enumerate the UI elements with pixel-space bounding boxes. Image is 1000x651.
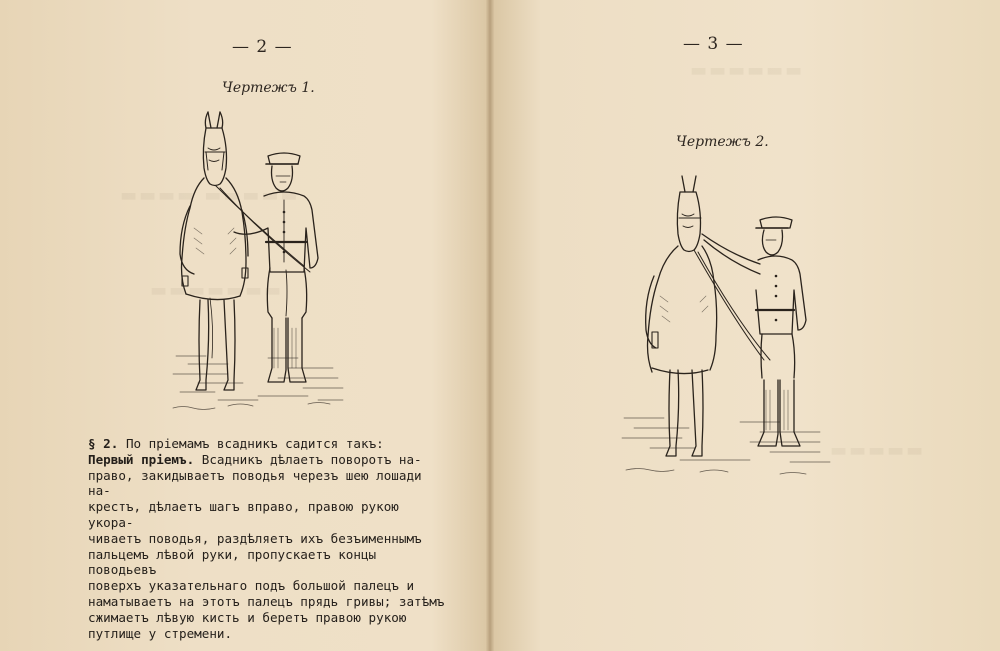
text-line: крестъ, дѣлаетъ шагъ вправо, правою рукою укора- (88, 499, 399, 530)
text-line-body: Всадникъ дѣлаетъ поворотъ на- (201, 451, 422, 467)
section-number: § 2. (88, 436, 119, 451)
text-line (88, 452, 448, 468)
section-paragraph (88, 436, 448, 641)
text-line: пальцемъ лѣвой руки, пропускаетъ концы поводьевъ (88, 546, 377, 578)
text-line: чиваетъ поводья, раздѣляетъ ихъ безъименнымъ (88, 530, 422, 546)
left-page (0, 0, 490, 651)
right-page (490, 0, 1000, 651)
book-gutter (486, 0, 494, 651)
figure-caption: Чертежъ 2. (676, 134, 769, 150)
text-line: путлище у стремени. (88, 625, 233, 641)
text-line: наматываетъ на этотъ палецъ прядь гривы; затѣмъ (88, 593, 445, 609)
paragraph-intro: По пріемамъ всадникъ садится такъ: (125, 436, 384, 451)
text-line: право, закидываетъ поводья черезъ шею лошади на- (88, 467, 422, 499)
paragraph-opening (88, 436, 448, 452)
text-line: поверхъ указательнаго подъ большой палецъ и (88, 578, 415, 594)
horse-and-rider-illustration (620, 172, 835, 484)
bleed-through-text: ▬▬▬▬▬ (830, 440, 926, 461)
text-line: сжимаетъ лѣвую кисть и беретъ правою рукою (88, 609, 407, 625)
page-number: — 3 — (683, 34, 744, 54)
horse-and-rider-illustration (168, 108, 353, 418)
run-in-heading: Первый пріемъ. (88, 451, 195, 467)
bleed-through-text: ▬▬▬▬▬▬ (690, 60, 805, 81)
figure-caption: Чертежъ 1. (222, 80, 315, 96)
page-number: — 2 — (232, 37, 293, 57)
bleed-through-text: ▬▬▬▬ ▬▬▬▬▬ (120, 185, 300, 206)
bleed-through-text: ▬▬▬▬▬▬▬ (150, 280, 284, 301)
